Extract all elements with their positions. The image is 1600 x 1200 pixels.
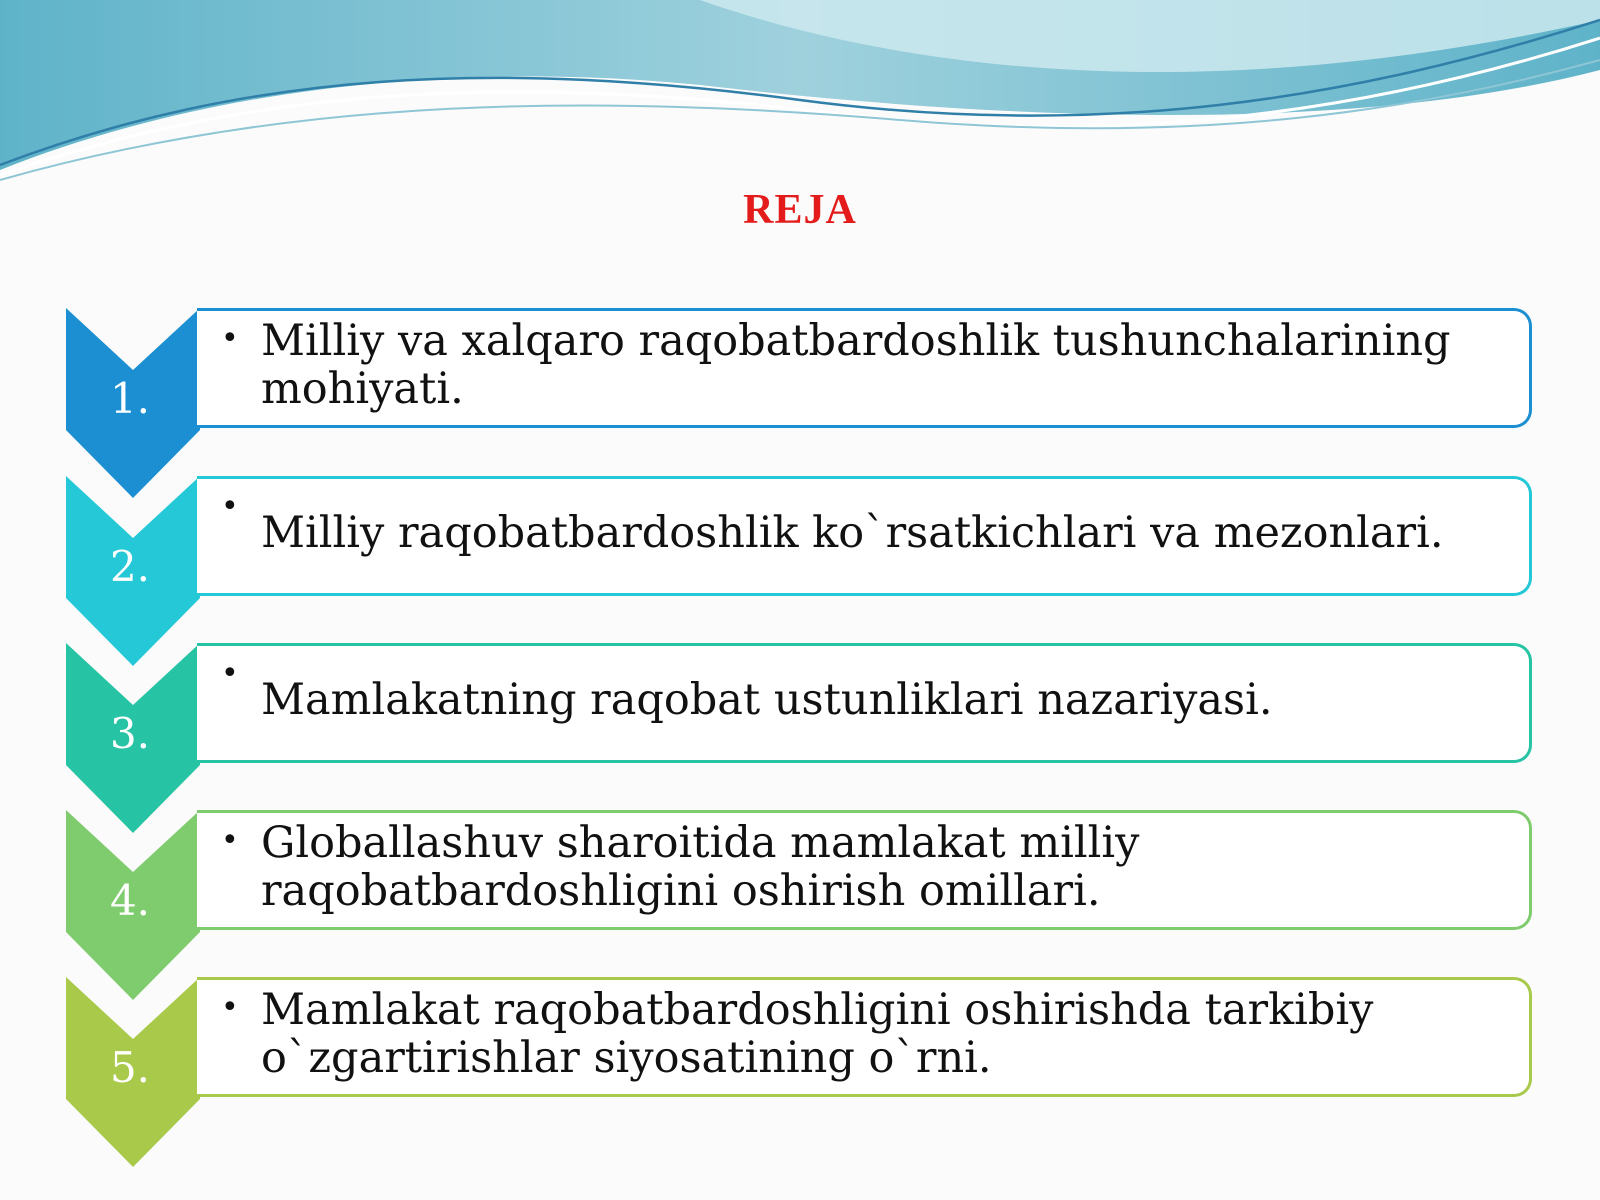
bullet-icon: • [221,321,239,356]
bullet-icon: • [221,990,239,1025]
step-number: 5. [109,1043,151,1092]
bullet-icon: • [221,489,239,524]
step-number: 1. [109,374,151,423]
bullet-icon: • [221,823,239,858]
plan-item-box [197,810,1532,930]
plan-item-text: Mamlakat raqobatbardoshligini oshirishda tarkibiy o`zgartirishlar siyosatining o`rni. [261,985,1374,1083]
slide-title: REJA [743,187,857,233]
plan-item-text: Globallashuv sharoitida mamlakat milliy raqobatbardoshligini oshirish omillari. [261,818,1140,916]
plan-item-text: Milliy va xalqaro raqobatbardoshlik tushunchalarining mohiyati. [261,316,1451,414]
plan-item [0,810,1600,936]
plan-item-text: Milliy raqobatbardoshlik ko`rsatkichlari va mezonlari. [261,508,1444,558]
step-number: 3. [109,709,151,758]
plan-item [0,308,1600,434]
plan-item-box [197,308,1532,428]
plan-item-box [197,643,1532,763]
step-number: 4. [109,876,151,925]
plan-item-box [197,476,1532,596]
plan-item-text: Mamlakatning raqobat ustunliklari nazariyasi. [261,675,1273,725]
step-number: 2. [109,542,151,591]
plan-item [0,977,1600,1103]
bullet-icon: • [221,656,239,691]
plan-item [0,476,1600,602]
plan-item-box [197,977,1532,1097]
plan-item [0,643,1600,769]
